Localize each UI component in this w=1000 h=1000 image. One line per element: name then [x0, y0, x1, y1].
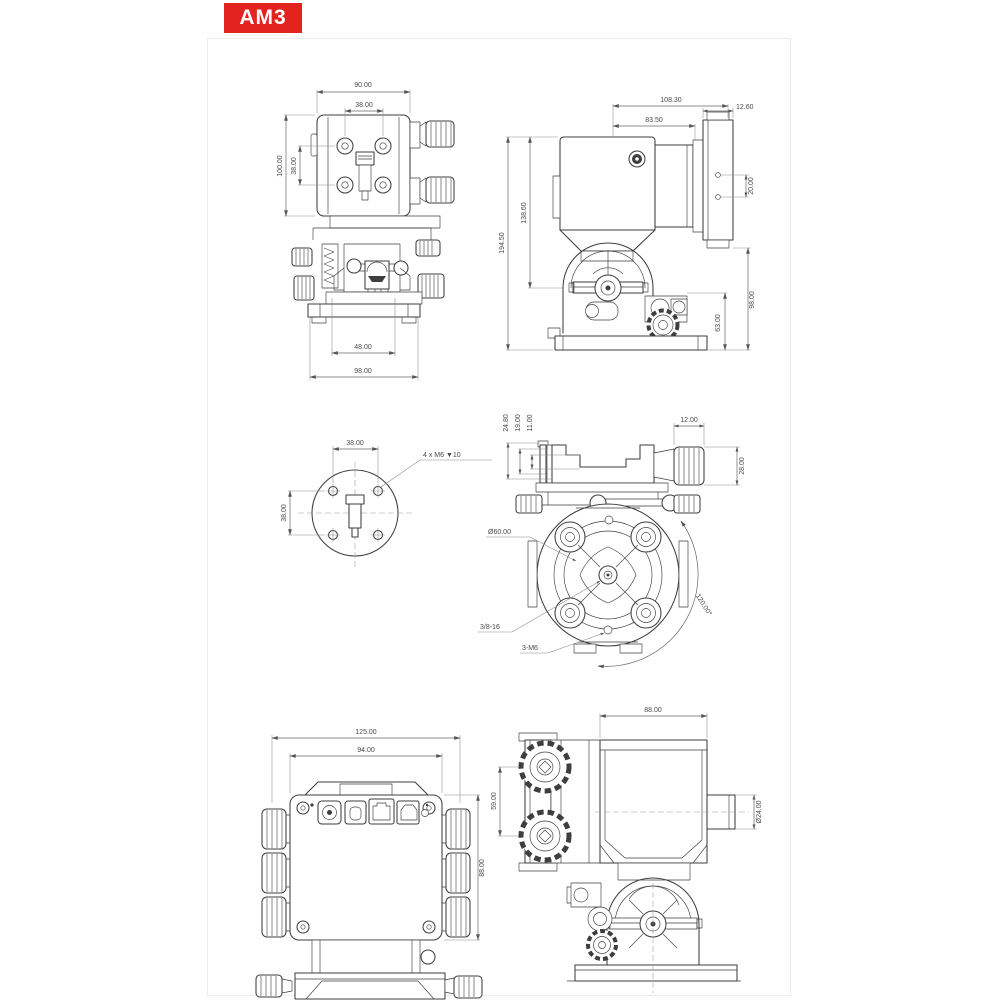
front-knob-top-right [426, 121, 454, 147]
model-badge: AM3 [224, 3, 302, 33]
front-view [268, 58, 480, 398]
rear-side-knobs-left [262, 809, 290, 937]
side-view [493, 78, 763, 373]
saddle-clamp-knob [674, 447, 704, 485]
dim-front-screw-v: 38.00 [291, 157, 298, 175]
side-view-drawing [493, 78, 763, 368]
bottom-view-drawing [268, 418, 496, 593]
dim-front-base-width: 98.00 [354, 368, 372, 375]
saddle-view [478, 393, 763, 698]
saddle-view-drawing [478, 393, 763, 693]
dim-top-knob-spacing: 59.00 [491, 792, 498, 810]
top-geometry [519, 733, 749, 993]
dim-front-width-top: 90.00 [354, 82, 372, 89]
dim-saddle-screw-thread: 3-M6 [522, 645, 538, 652]
dim-top-shaft-dia: Ø24.00 [756, 800, 763, 824]
front-knob-mid-left [292, 248, 314, 300]
usb-c-port [345, 801, 366, 824]
front-view-drawing [268, 58, 480, 393]
dim-rear-width-total: 125.00 [355, 729, 377, 736]
dim-saddle-arc-angle: 120.00° [693, 593, 713, 618]
dim-rear-width-body: 94.00 [357, 747, 375, 754]
dim-saddle-height-b: 19.00 [515, 414, 522, 432]
front-knob-low-right [416, 240, 444, 298]
dim-saddle-knob-dia: 28.00 [739, 457, 746, 475]
bottom-view [268, 418, 496, 598]
dim-side-hole-spacing: 20.00 [748, 177, 755, 195]
rear-view [248, 713, 493, 1000]
ethernet-port [369, 799, 394, 824]
dim-saddle-height-a: 24.80 [503, 414, 510, 432]
dim-front-base-inner: 48.00 [354, 344, 372, 351]
top-view [483, 693, 778, 1000]
dim-bottom-spacing-h: 38.00 [346, 440, 364, 447]
top-view-drawing [483, 693, 778, 1000]
top-star-knob-lower [521, 812, 569, 860]
dim-saddle-circle-dia: Ø60.00 [488, 529, 511, 536]
dim-front-height: 100.00 [277, 155, 284, 177]
usb-b-port [397, 801, 419, 824]
reset-button [422, 810, 429, 817]
dim-top-width-body: 88.00 [644, 707, 662, 714]
dim-bottom-thread-callout: 4 x M6 ▼10 [423, 452, 461, 459]
dim-saddle-knob-width: 12.00 [680, 417, 698, 424]
dc-port [318, 801, 341, 824]
top-star-knob-small [587, 930, 617, 960]
front-knob-mid-right [426, 177, 454, 203]
dim-side-height-body: 138.60 [521, 202, 528, 224]
saddle-geometry [516, 441, 704, 653]
dim-saddle-height-c: 11.00 [527, 414, 534, 432]
dim-saddle-center-thread: 3/8-16 [480, 624, 500, 631]
dim-rear-height-body: 88.00 [479, 859, 486, 877]
bottom-geometry [298, 462, 412, 568]
side-geometry [548, 112, 733, 350]
status-led [310, 803, 313, 806]
dim-side-lower-height: 98.00 [749, 291, 756, 309]
dim-side-height-total: 194.50 [499, 232, 506, 254]
rear-view-drawing [248, 713, 493, 1000]
dim-side-depth-total: 108.30 [660, 97, 682, 104]
dim-side-plate-thickness: 12.60 [736, 104, 754, 111]
dim-bottom-spacing-v: 38.00 [281, 504, 288, 522]
top-star-knob-upper [521, 743, 569, 791]
rear-side-knobs-right [442, 809, 470, 937]
dim-front-screw-h: 38.00 [355, 102, 373, 109]
dim-side-depth-body: 83.50 [645, 117, 663, 124]
dim-side-knob-height: 63.00 [715, 314, 722, 332]
rear-geometry [256, 782, 482, 999]
